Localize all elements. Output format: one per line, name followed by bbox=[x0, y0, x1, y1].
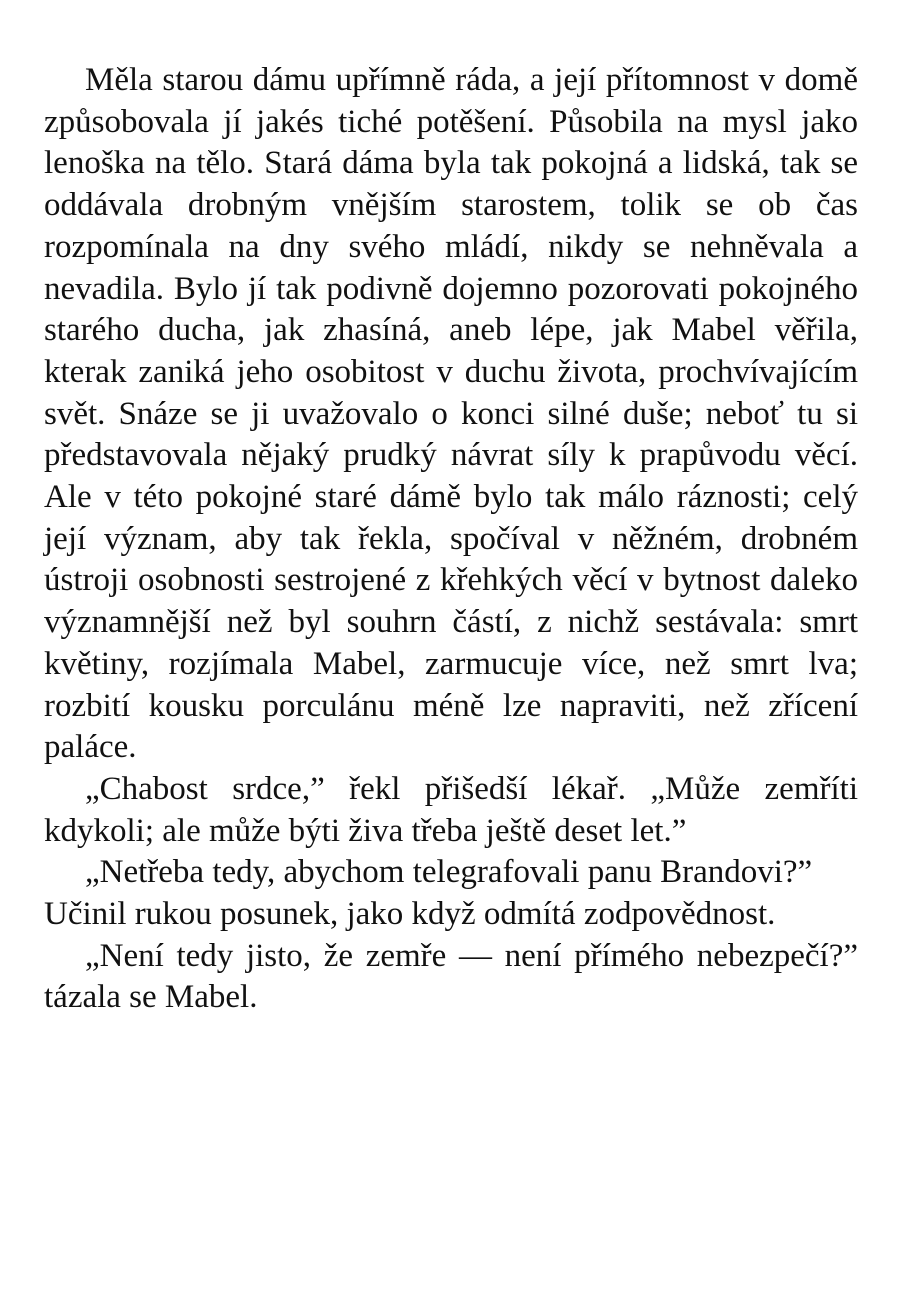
paragraph-4: Učinil rukou posunek, jako když odmítá zodpovědnost. bbox=[44, 896, 776, 933]
paragraph-1: Měla starou dámu upřímně ráda, a její přítomnost v domě způsobovala jí jakés tiché potěšení. Působila na mysl jako lenoška na tělo. Stará dáma byla tak pokojná a lidská, tak se oddávala drobným vnějším starostem, tolik se ob čas rozpomínala na dny svého mládí, nikdy se nehněvala a nevadila. Bylo jí tak podivně dojemno pozorovati pokojného starého ducha, jak zhasíná, aneb lépe, jak Mabel věřila, kterak zaniká jeho osobitost v duchu života, prochvívajícím svět. Snáze se ji uvažovalo o konci silné duše; neboť tu si představovala nějaký prudký návrat síly k prapůvodu věcí. Ale v této pokojné staré dámě bylo tak málo ráznosti; celý její význam, aby tak řekla, spočíval v něžném, drobném ústroji osobnosti sestrojené z křehkých věcí v bytnost daleko významnější než byl souhrn částí, z nichž sestávala: smrt květiny, rozjímala Mabel, zarmucuje více, než smrt lva; rozbití kousku porculánu méně lze napraviti, než zřícení paláce. bbox=[44, 62, 858, 766]
book-page bbox=[44, 60, 858, 1019]
paragraph-5: „Není tedy jisto, že zemře — není přímého nebezpečí?” tázala se Mabel. bbox=[44, 937, 858, 1016]
paragraph-3: „Netřeba tedy, abychom telegrafovali panu Brandovi?” bbox=[85, 854, 813, 891]
paragraph-2: „Chabost srdce,” řekl přišedší lékař. „Může zemříti kdykoli; ale může býti živa třeba ještě deset let.” bbox=[44, 770, 858, 849]
